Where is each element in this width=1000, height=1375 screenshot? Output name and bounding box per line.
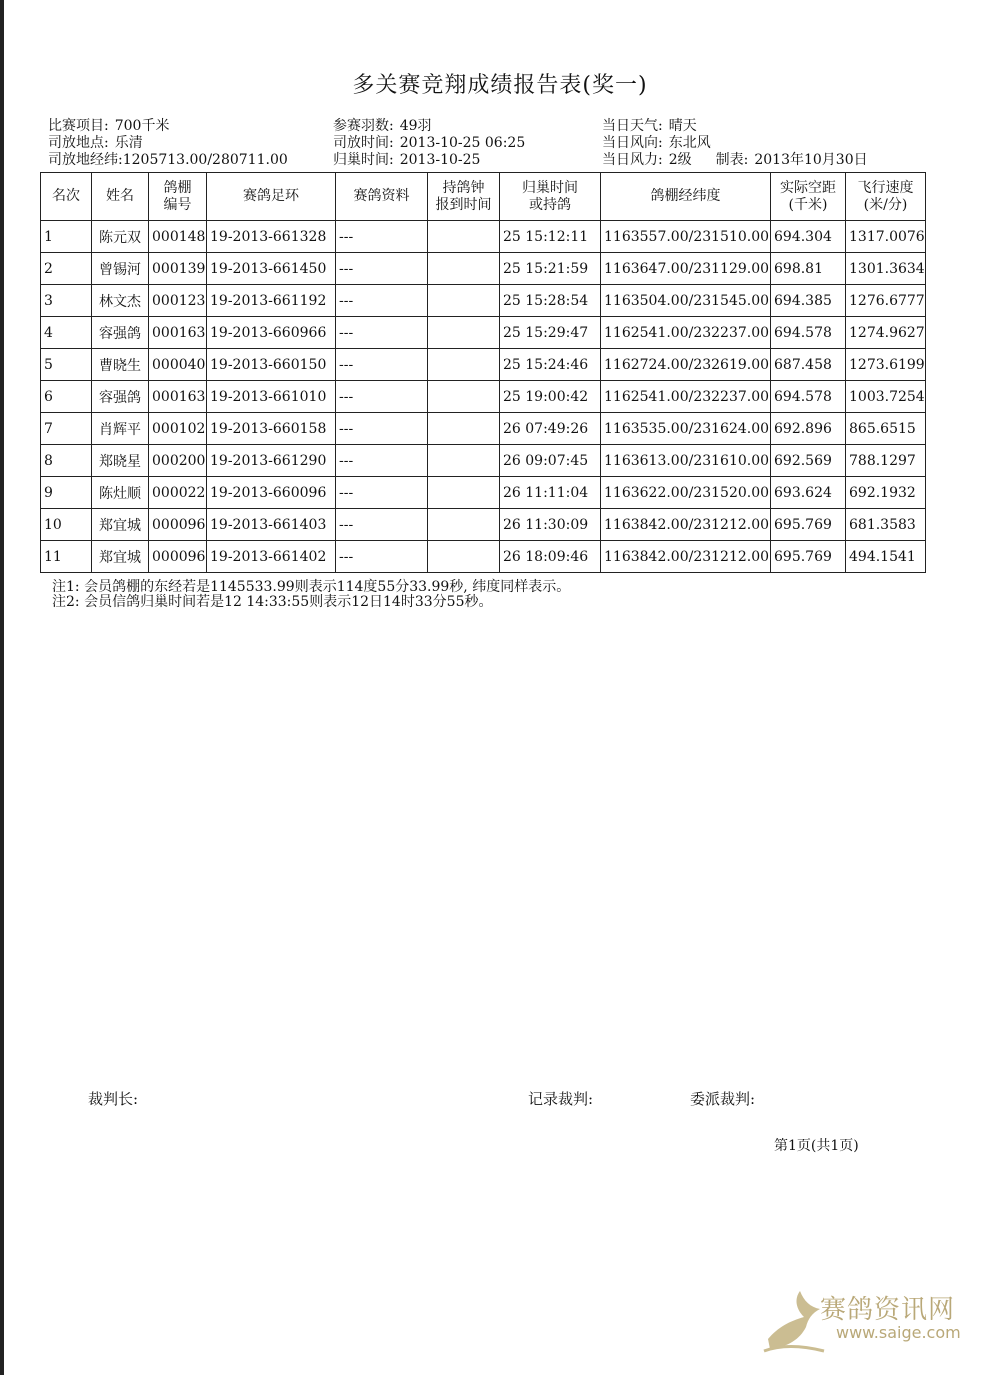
coords-value: 1205713.00/280711.00 [122,152,288,168]
cell-loft: 000040 [149,349,207,381]
header-loft [149,173,207,221]
table-row [41,285,926,317]
cell-loft: 000123 [149,285,207,317]
info-column-1 [48,118,288,169]
table-row [41,541,926,573]
cell-info: --- [336,413,428,445]
table-row [41,253,926,285]
cell-clock [428,285,500,317]
cell-rank: 5 [41,349,92,381]
cell-ring: 19-2013-661192 [207,285,336,317]
release-row [333,135,525,152]
cell-return: 25 15:21:59 [500,253,601,285]
cell-speed: 1317.0076 [846,221,926,253]
cell-name: 肖辉平 [92,413,149,445]
cell-name: 郑宜城 [92,541,149,573]
cell-return: 25 15:28:54 [500,285,601,317]
cell-info: --- [336,477,428,509]
cell-info: --- [336,349,428,381]
cell-speed: 788.1297 [846,445,926,477]
release-label: 司放时间: [333,135,394,151]
cell-rank: 11 [41,541,92,573]
cell-clock [428,445,500,477]
cell-name: 郑宜城 [92,509,149,541]
cell-loft: 000022 [149,477,207,509]
cell-coords: 1163622.00/231520.00 [601,477,771,509]
cell-return: 25 15:12:11 [500,221,601,253]
cell-coords: 1162724.00/232619.00 [601,349,771,381]
cell-return: 26 11:11:04 [500,477,601,509]
cell-distance: 694.385 [771,285,846,317]
cell-clock [428,253,500,285]
cell-distance: 698.81 [771,253,846,285]
cell-return: 26 07:49:26 [500,413,601,445]
cell-rank: 6 [41,381,92,413]
release-value: 2013-10-25 06:25 [399,135,526,151]
table-row [41,349,926,381]
weather-row [602,118,868,135]
cell-rank: 4 [41,317,92,349]
table-row [41,509,926,541]
header-rank: 名次 [41,173,92,221]
cell-ring: 19-2013-661403 [207,509,336,541]
cell-rank: 9 [41,477,92,509]
cell-speed: 1273.6199 [846,349,926,381]
header-return-line1: 归巢时间 [522,179,578,196]
cell-name: 曾锡河 [92,253,149,285]
cell-speed: 681.3583 [846,509,926,541]
cell-clock [428,477,500,509]
cell-coords: 1163842.00/231212.00 [601,509,771,541]
cell-name: 陈灶顺 [92,477,149,509]
cell-name: 容强鸽 [92,381,149,413]
watermark-url: www.saige.com [836,1323,961,1342]
cell-coords: 1163842.00/231212.00 [601,541,771,573]
table-row [41,413,926,445]
cell-coords: 1163647.00/231129.00 [601,253,771,285]
cell-ring: 19-2013-661450 [207,253,336,285]
header-clock-line2: 报到时间 [435,196,492,213]
notes [52,580,570,610]
scan-edge [0,0,4,1375]
delegated-referee-label: 委派裁判: [690,1090,756,1108]
header-clock [428,173,500,221]
note-2: 注2: 会员信鸽归巢时间若是12 14:33:55则表示12日14时33分55秒。 [52,594,493,610]
event-label: 比赛项目: [48,118,109,134]
cell-clock [428,349,500,381]
cell-clock [428,541,500,573]
cell-ring: 19-2013-661402 [207,541,336,573]
cell-rank: 7 [41,413,92,445]
results-table [40,172,926,573]
header-return [500,173,601,221]
cell-clock [428,413,500,445]
table-row [41,445,926,477]
location-label: 司放地点: [48,135,109,151]
report-title: 多关赛竞翔成绩报告表(奖一) [352,73,648,98]
cell-loft: 000163 [149,317,207,349]
made-value: 2013年10月30日 [754,152,868,168]
header-distance-line1: 实际空距 [780,179,836,196]
return-label: 归巢时间: [333,152,394,168]
cell-clock [428,381,500,413]
chief-referee-label: 裁判长: [88,1090,139,1108]
wind-force-label: 当日风力: [602,152,663,168]
wind-dir-value: 东北风 [668,135,711,151]
header-loft-line1: 鸽棚 [163,179,192,196]
table-row [41,477,926,509]
cell-info: --- [336,445,428,477]
cell-info: --- [336,381,428,413]
info-column-2 [333,118,525,169]
cell-distance: 692.569 [771,445,846,477]
cell-loft: 000096 [149,509,207,541]
header-speed-line1: 飞行速度 [857,179,914,196]
cell-coords: 1162541.00/232237.00 [601,381,771,413]
cell-ring: 19-2013-661328 [207,221,336,253]
cell-distance: 695.769 [771,509,846,541]
cell-loft: 000096 [149,541,207,573]
cell-coords: 1163557.00/231510.00 [601,221,771,253]
wind-force-value: 2级 [668,152,692,168]
cell-rank: 1 [41,221,92,253]
header-coords: 鸽棚经纬度 [601,173,771,221]
cell-return: 25 19:00:42 [500,381,601,413]
cell-rank: 8 [41,445,92,477]
birds-value: 49羽 [399,118,432,134]
cell-speed: 1301.3634 [846,253,926,285]
wind-dir-label: 当日风向: [602,135,663,151]
location-row [48,135,288,152]
cell-ring: 19-2013-661290 [207,445,336,477]
cell-ring: 19-2013-660966 [207,317,336,349]
header-speed-line2: (米/分) [863,196,908,213]
cell-info: --- [336,285,428,317]
cell-distance: 694.578 [771,381,846,413]
event-row [48,118,288,135]
watermark [760,1287,980,1359]
header-info: 赛鸽资料 [336,173,428,221]
return-value: 2013-10-25 [399,152,481,168]
made-label: 制表: [715,152,749,168]
header-ring: 赛鸽足环 [207,173,336,221]
cell-return: 25 15:29:47 [500,317,601,349]
wind-force-row [602,152,868,169]
cell-loft: 000139 [149,253,207,285]
cell-ring: 19-2013-660150 [207,349,336,381]
cell-info: --- [336,317,428,349]
cell-ring: 19-2013-660096 [207,477,336,509]
cell-coords: 1163613.00/231610.00 [601,445,771,477]
cell-loft: 000102 [149,413,207,445]
header-distance [771,173,846,221]
header-row [41,173,926,221]
cell-return: 26 18:09:46 [500,541,601,573]
header-name: 姓名 [92,173,149,221]
cell-speed: 692.1932 [846,477,926,509]
header-return-line2: 或持鸽 [529,196,571,213]
cell-name: 郑晓星 [92,445,149,477]
cell-distance: 694.578 [771,317,846,349]
watermark-text: 赛鸽资讯网 [820,1295,956,1325]
cell-return: 26 09:07:45 [500,445,601,477]
cell-name: 林文杰 [92,285,149,317]
note-1: 注1: 会员鸽棚的东经若是1145533.99则表示114度55分33.99秒, 纬度同样表示。 [52,579,571,595]
info-column-3 [602,118,868,169]
cell-ring: 19-2013-660158 [207,413,336,445]
header-distance-line2: (千米) [788,196,828,213]
cell-clock [428,221,500,253]
cell-loft: 000148 [149,221,207,253]
wind-dir-row [602,135,868,152]
birds-label: 参赛羽数: [333,118,394,134]
cell-return: 25 15:24:46 [500,349,601,381]
cell-clock [428,509,500,541]
cell-distance: 695.769 [771,541,846,573]
cell-speed: 865.6515 [846,413,926,445]
cell-info: --- [336,253,428,285]
cell-coords: 1163504.00/231545.00 [601,285,771,317]
event-value: 700千米 [114,118,170,134]
table-row [41,381,926,413]
return-row [333,152,525,169]
cell-info: --- [336,541,428,573]
cell-coords: 1162541.00/232237.00 [601,317,771,349]
cell-speed: 1003.7254 [846,381,926,413]
cell-speed: 494.1541 [846,541,926,573]
recording-referee-label: 记录裁判: [528,1090,594,1108]
header-speed [846,173,926,221]
cell-name: 曹晓生 [92,349,149,381]
cell-return: 26 11:30:09 [500,509,601,541]
table-row [41,317,926,349]
cell-info: --- [336,221,428,253]
cell-name: 陈元双 [92,221,149,253]
cell-speed: 1276.6777 [846,285,926,317]
results-body [41,221,926,573]
cell-distance: 687.458 [771,349,846,381]
cell-speed: 1274.9627 [846,317,926,349]
location-value: 乐清 [114,135,143,151]
coords-row [48,152,288,169]
cell-clock [428,317,500,349]
cell-distance: 694.304 [771,221,846,253]
cell-rank: 3 [41,285,92,317]
cell-rank: 2 [41,253,92,285]
cell-info: --- [336,509,428,541]
birds-row [333,118,525,135]
coords-label: 司放地经纬: [48,152,123,168]
cell-coords: 1163535.00/231624.00 [601,413,771,445]
table-row [41,221,926,253]
cell-distance: 693.624 [771,477,846,509]
header-loft-line2: 编号 [163,196,192,213]
cell-ring: 19-2013-661010 [207,381,336,413]
page-number: 第1页(共1页) [774,1138,859,1154]
cell-loft: 000163 [149,381,207,413]
weather-label: 当日天气: [602,118,663,134]
cell-loft: 000200 [149,445,207,477]
cell-distance: 692.896 [771,413,846,445]
cell-rank: 10 [41,509,92,541]
header-clock-line1: 持鸽钟 [442,179,485,196]
cell-name: 容强鸽 [92,317,149,349]
weather-value: 晴天 [668,118,697,134]
